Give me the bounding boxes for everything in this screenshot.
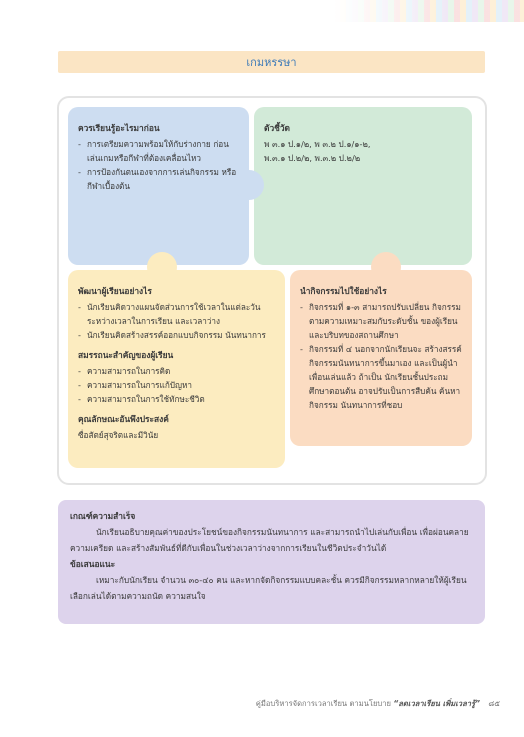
puzzle-knob [234,170,264,200]
list-item: - นักเรียนคิดสร้างสรรค์ออกแบบกิจกรรม นันทนาการ [78,328,275,342]
page-title-text: เกมหรรษา [246,56,297,69]
develop-heading: พัฒนาผู้เรียนอย่างไร [78,286,152,296]
traits-text: ซื่อสัตย์สุจริตและมีวินัย [78,430,159,440]
develop-list [78,300,275,342]
page-title [58,51,485,73]
list-item: - กิจกรรมที่ ๔ นอกจากนักเรียนจะ สร้างสรรค์กิจกรรมนันทนาการขึ้นมาเอง และเป็นผู้นำเพื่อนเล่นแล้ว ถ้าเป็น นักเรียนชั้นประถมศึกษาตอนต้น อาจปรับเป็นการสืบค้น ค้นหากิจกรรม นันทนาการที่ชอบ [300,342,462,412]
list-item: - ความสามารถในการคิด [78,364,275,378]
criteria-heading: เกณฑ์ความสำเร็จ [70,511,136,521]
indicators-card [254,107,472,265]
footer-quote: “ลดเวลาเรียน เพิ่มเวลารู้” [393,699,480,708]
criteria-box [58,500,485,624]
indicators-heading: ตัวชี้วัด [264,123,290,133]
competency-list [78,364,275,406]
footer-text: คู่มือบริหารจัดการเวลาเรียน ตามนโยบาย [255,699,391,708]
suggest-heading: ข้อเสนอแนะ [70,559,116,569]
suggest-text: เหมาะกับนักเรียน จำนวน ๓๐-๔๐ คน และหากจัดกิจกรรมแบบคละชั้น ควรมีกิจกรรมหลากหลายให้ผู้เรียนเลือกเล่นได้ตามความถนัด ความสนใจ [70,575,467,601]
criteria-text: นักเรียนอธิบายคุณค่าของประโยชน์ของกิจกรรมนันทนาการ และสามารถนำไปเล่นกับเพื่อน เพื่อผ่อนคลายความเครียด และสร้างสัมพันธ์ที่ดีกับเพื่อนในช่วงเวลาว่างจากการเรียนในชีวิตประจำวันได้ [70,527,469,553]
develop-card [68,270,285,468]
prepare-list [78,137,239,193]
apply-list [300,300,462,412]
prepare-heading: ควรเรียนรู้อะไรมาก่อน [78,123,160,133]
apply-card [290,270,472,446]
indicator-line: พ.๓.๑ ป.๒/๒, พ.๓.๒ ป.๒/๒ [264,153,361,163]
list-item: - การเตรียมความพร้อมให้กับร่างกาย ก่อนเล่นเกมหรือกีฬาที่ต้องเคลื่อนไหว [78,137,239,165]
header-decoration-fade [334,0,524,22]
page-number: ๘๕ [488,699,500,708]
list-item: - การป้องกันตนเองจากการเล่นกิจกรรม หรือกีฬาเบื้องต้น [78,165,239,193]
prepare-card [68,107,249,265]
puzzle-knob [371,252,401,282]
list-item: - ความสามารถในการใช้ทักษะชีวิต [78,392,275,406]
list-item: - ความสามารถในการแก้ปัญหา [78,378,275,392]
indicator-line: พ ๓.๑ ป.๑/๒, พ ๓.๒ ป.๑/๑-๒, [264,139,371,149]
apply-heading: นำกิจกรรมไปใช้อย่างไร [300,286,387,296]
traits-heading: คุณลักษณะอันพึงประสงค์ [78,414,169,424]
list-item: - นักเรียนคิดวางแผนจัดส่วนการใช้เวลาในแต่ละวัน ระหว่างเวลาในการเรียน และเวลาว่าง [78,300,275,328]
competency-heading: สมรรถนะสำคัญของผู้เรียน [78,350,174,360]
page-footer [240,698,500,712]
puzzle-knob [147,252,177,282]
list-item: - กิจกรรมที่ ๑-๓ สามารถปรับเปลี่ยน กิจกรรมตามความเหมาะสมกับระดับชั้น ของผู้เรียน และบริบทของสถานศึกษา [300,300,462,342]
